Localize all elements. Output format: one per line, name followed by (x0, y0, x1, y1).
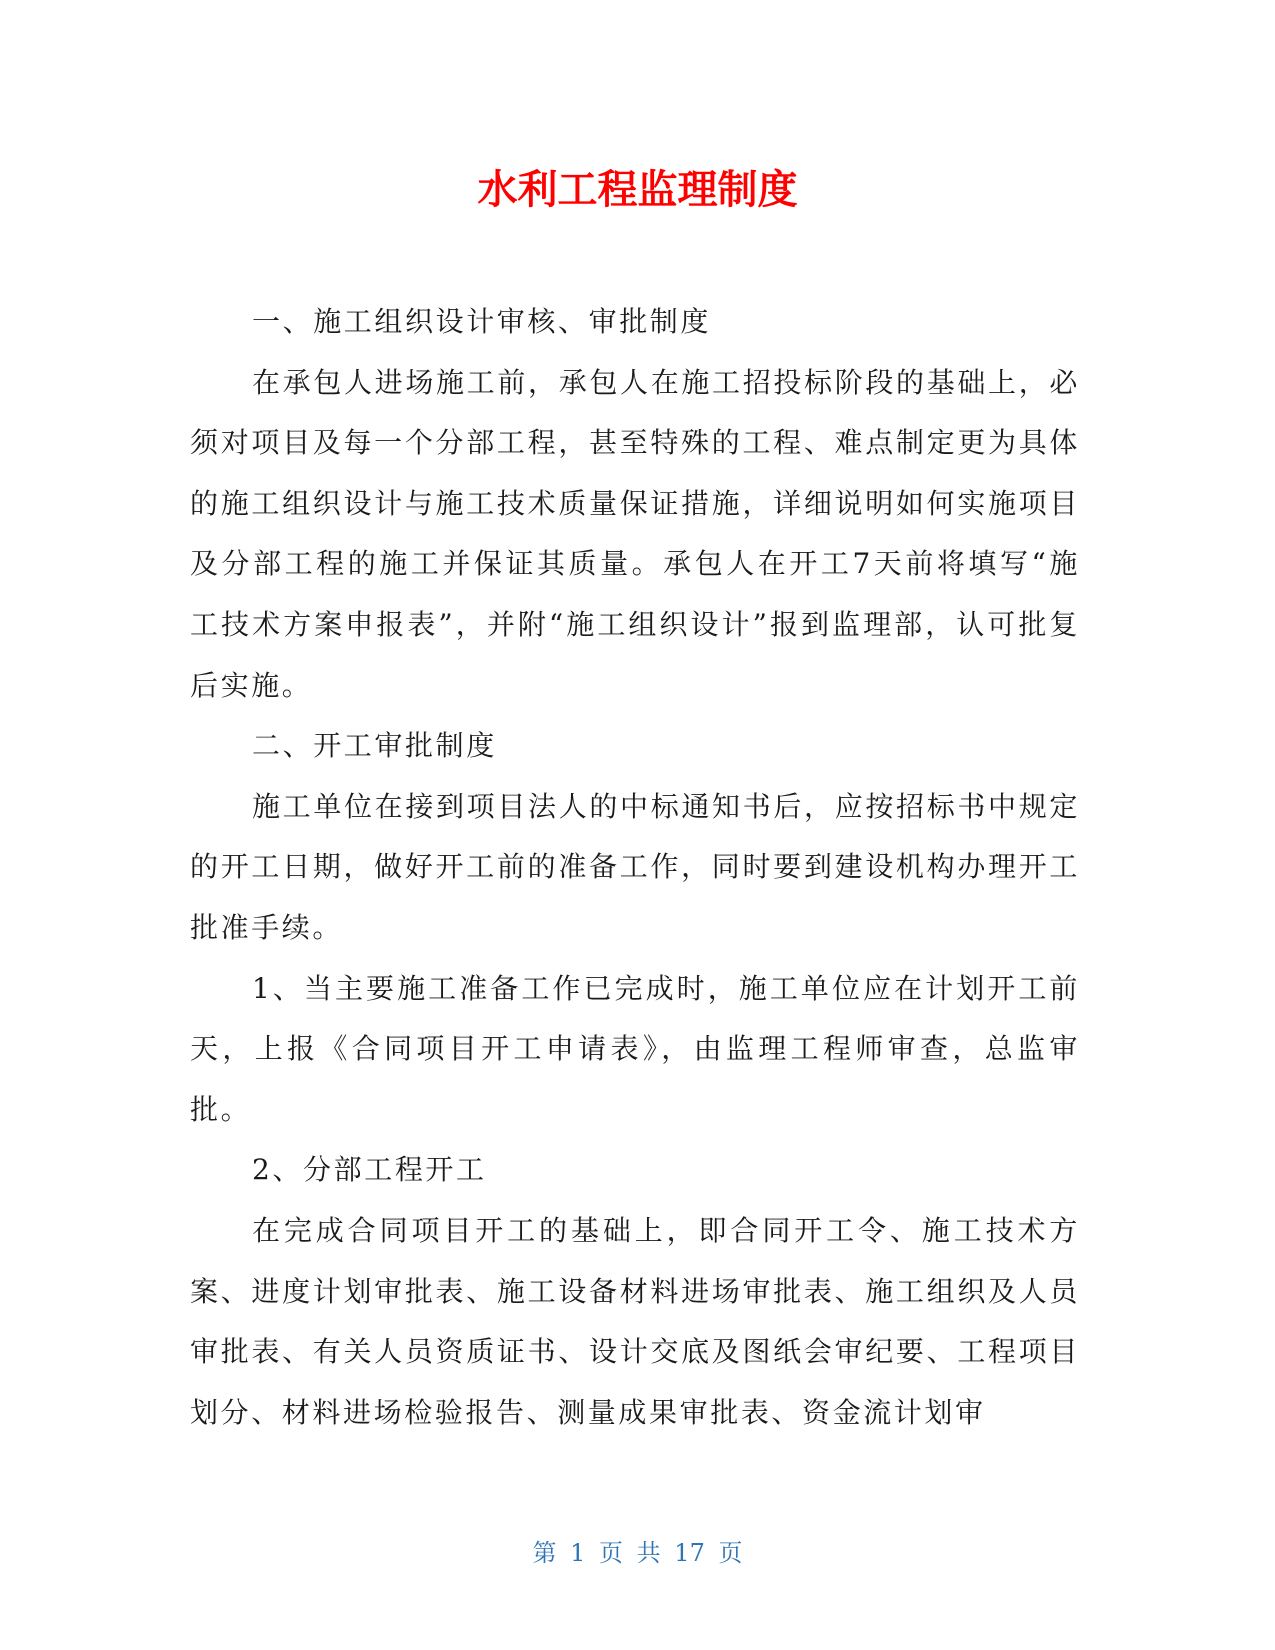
subsection-heading: 2、分部工程开工 (252, 1153, 487, 1187)
section-heading-1: 一、施工组织设计审核、审批制度 (252, 305, 712, 338)
body-paragraph: 在承包人进场施工前，承包人在施工招投标阶段的基础上，必须对项目及每一个分部工程，甚至特殊的工程、难点制定更为具体的施工组织设计与施工技术质量保证措施，详细说明如何实施项目及分部工程的施工并保证其质量。承包人在开工7天前将填写“施工技术方案申报表”，并附“施工组织设计”报到监理部，认可批复后实施。 (190, 365, 1080, 702)
body-paragraph: 施工单位在接到项目法人的中标通知书后，应按招标书中规定的开工日期，做好开工前的准备工作，同时要到建设机构办理开工批准手续。 (190, 789, 1080, 944)
body-paragraph: 1、当主要施工准备工作已完成时，施工单位应在计划开工前天，上报《合同项目开工申请表》，由监理工程师审查，总监审批。 (190, 971, 1080, 1126)
section-heading-2: 二、开工审批制度 (252, 729, 497, 763)
document-body (190, 292, 1080, 1443)
document-title: 水利工程监理制度 (477, 167, 798, 213)
body-paragraph: 在完成合同项目开工的基础上，即合同开工令、施工技术方案、进度计划审批表、施工设备材料进场审批表、施工组织及人员审批表、有关人员资质证书、设计交底及图纸会审纪要、工程项目划分、材料进场检验报告、测量成果审批表、资金流计划审 (190, 1213, 1080, 1429)
page-number-footer: 第 1 页 共 17 页 (532, 1539, 743, 1567)
